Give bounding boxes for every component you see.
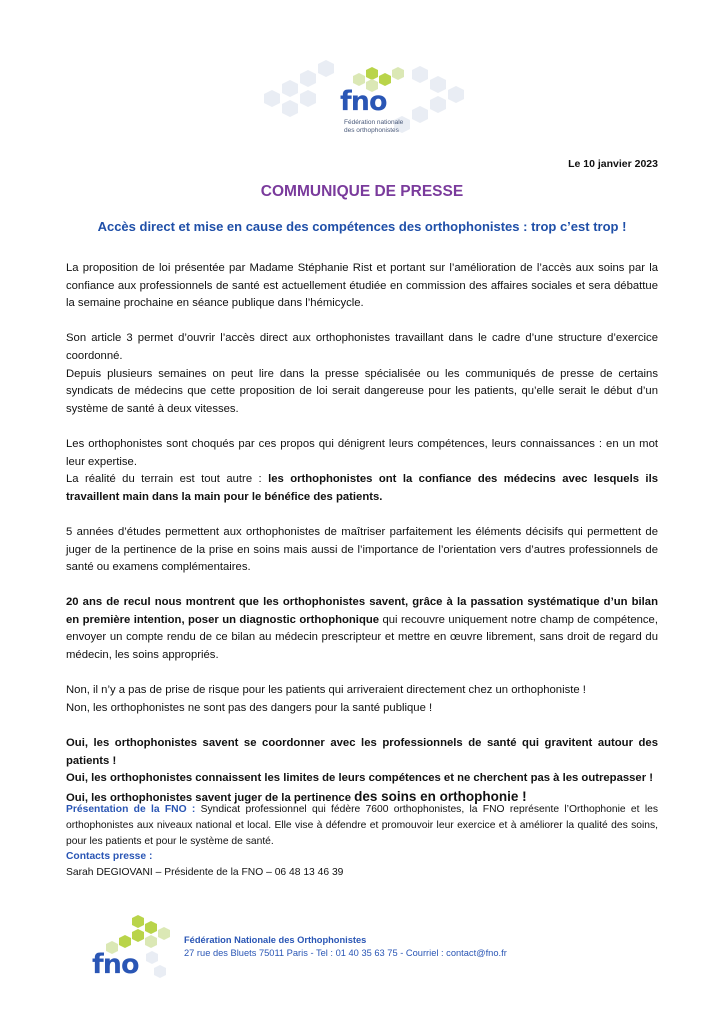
paragraph-2: Son article 3 permet d’ouvrir l’accès direct aux orthophonistes travaillant dans le cadre d’une structure d’exercice coordonné. Depuis plusieurs semaines on peut lire dans la presse spécialisée ou les communiqués de presse de certains syndicats de médecins que cette proposition de loi serait dangereuse pour les patients, qu’elle serait le début d’un système de santé à deux vitesses. — [66, 332, 658, 415]
paragraph-3: Les orthophonistes sont choqués par ces propos qui dénigrent leurs compétences, leurs connaissances : en un mot leur expertise. La réalité du terrain est tout autre : les orthophonistes ont la confiance des médecins avec lesquels ils travaillent main dans la main pour le bénéfice des patients. — [66, 437, 658, 503]
paragraph-5: 20 ans de recul nous montrent que les orthophonistes savent, grâce à la passation systématique d’un bilan en première intention, poser un diagnostic orthophonique qui recouvre uniquement notre champ de compétence, envoyer un compte rendu de ce bilan au médecin prescripteur et mettre en œuvre librement, sans droit de regard du médecin, les soins appropriés. — [66, 596, 658, 662]
release-date: Le 10 janvier 2023 — [568, 158, 658, 170]
footer-contact — [184, 934, 507, 959]
contact-line: Sarah DEGIOVANI – Présidente de la FNO – 06 48 13 46 39 — [66, 867, 344, 879]
paragraph-7: Oui, les orthophonistes savent se coordonner avec les professionnels de santé qui gravitent autour des patients ! Oui, les orthophonistes connaissent les limites de leurs compétences et ne cherchent pas à les outrepasser ! Oui, les orthophonistes savent juger de la pertinence des soins en orthophonie ! — [66, 737, 658, 804]
paragraph-6: Non, il n’y a pas de prise de risque pour les patients qui arriveraient directement chez un orthophoniste ! Non, les orthophonistes ne sont pas des dangers pour la santé publique ! — [66, 684, 586, 714]
footer-org-name: Fédération Nationale des Orthophonistes — [184, 935, 367, 945]
fno-presentation — [66, 802, 658, 881]
paragraph-1: La proposition de loi présentée par Madame Stéphanie Rist et portant sur l’amélioration de l’accès aux soins par la confiance aux professionnels de santé est actuellement étudiée en commission des affaires sociales et sera débattue la semaine prochaine en séance publique dans l’hémicycle. — [66, 262, 658, 310]
fno-logo-footer — [88, 912, 172, 990]
presentation-heading: Présentation de la FNO : — [66, 804, 196, 815]
paragraph-4: 5 années d’études permettent aux orthophonistes de maîtriser parfaitement les éléments décisifs qui permettent de juger de la pertinence de la prise en soins mais aussi de l’importance de l’orientation vers d’autres professionnels de santé ou examens complémentaires. — [66, 525, 658, 574]
footer-address: 27 rue des Bluets 75011 Paris - Tel : 01 40 35 63 75 - Courriel : contact@fno.fr — [184, 947, 507, 958]
release-body — [66, 260, 658, 825]
page-subtitle: Accès direct et mise en cause des compétences des orthophonistes : trop c’est trop ! — [97, 219, 627, 234]
page-title: COMMUNIQUE DE PRESSE — [260, 183, 464, 200]
logo-subtitle: Fédération nationale des orthophonistes — [344, 119, 404, 134]
fno-wordmark: fno — [340, 86, 387, 117]
fno-wordmark: fno — [92, 949, 139, 980]
contacts-heading: Contacts presse : — [66, 851, 153, 863]
presentation-text: Syndicat professionnel qui fédère 7600 orthophonistes, la FNO représente l’Orthophonie et les orthophonistes aux niveaux national et local. Elle vise à défendre et promouvoir leur exercice et à améliorer la qualité des soins, pour les patients et pour le système de santé. — [66, 804, 658, 847]
fno-logo-header — [262, 56, 472, 144]
